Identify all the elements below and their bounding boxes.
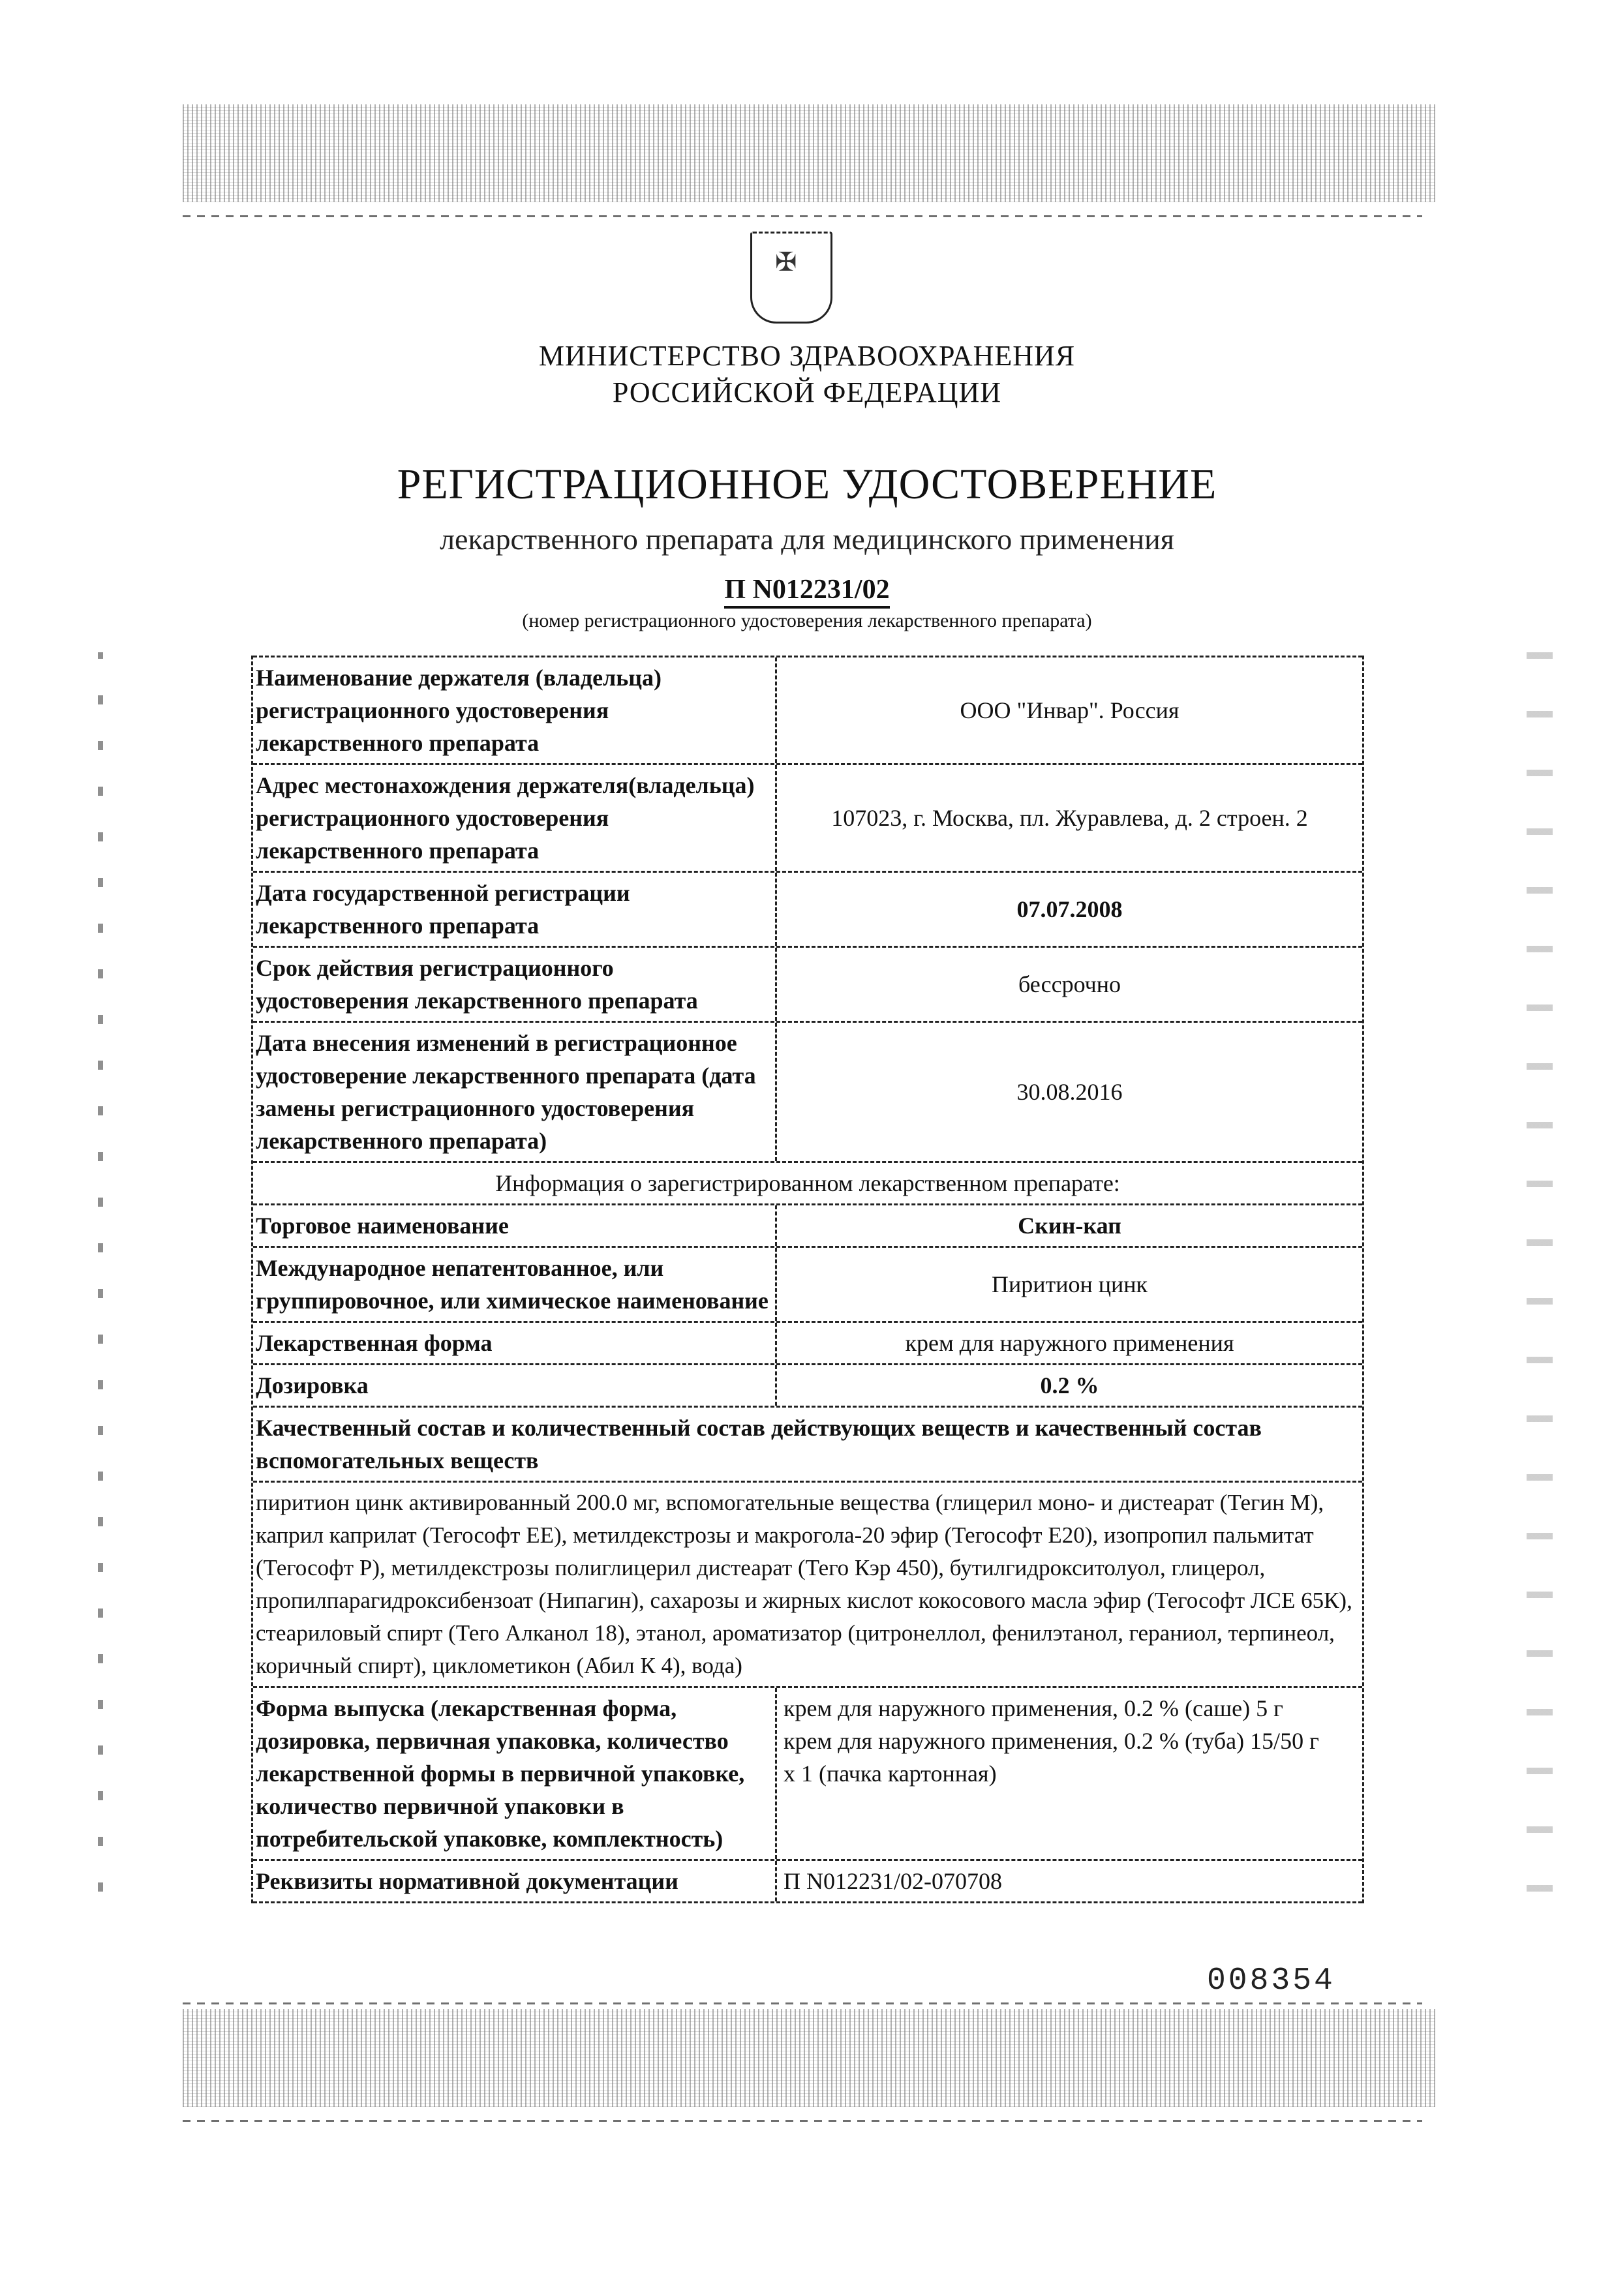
table-row [253,1021,1362,1161]
table-row [253,1203,1362,1246]
table-row [253,1246,1362,1321]
dosage-value: 0.2 % [775,1365,1362,1406]
table-row [253,1161,1362,1203]
table-row [253,763,1362,871]
document-subtitle: лекарственного препарата для медицинского применения [440,522,1174,556]
registration-date-value: 07.07.2008 [775,873,1362,946]
holder-address-value: 107023, г. Москва, пл. Журавлева, д. 2 строен. 2 [775,765,1362,871]
table-row [253,1321,1362,1363]
release-form-line: крем для наружного применения, 0.2 % (туба) 15/50 г [784,1728,1319,1754]
table-row [253,1406,1362,1481]
normative-docs-label: Реквизиты нормативной документации [256,1868,678,1894]
release-form-line: крем для наружного применения, 0.2 % (саше) 5 г [784,1695,1283,1721]
amendment-date-value: 30.08.2016 [775,1023,1362,1161]
registration-date-label: Дата государственной регистрации лекарственного препарата [256,880,630,939]
holder-name-value: ООО "Инвар". Россия [775,657,1362,763]
serial-number: 008354 [1207,1963,1335,1999]
dosage-form-value: крем для наружного применения [775,1323,1362,1363]
validity-value: бессрочно [775,948,1362,1021]
table-row [253,871,1362,946]
validity-label: Срок действия регистрационного удостоверения лекарственного препарата [256,955,698,1014]
dosage-form-label: Лекарственная форма [256,1330,493,1356]
table-row [253,946,1362,1021]
drug-info-section-header: Информация о зарегистрированном лекарственном препарате: [495,1170,1120,1196]
divider [183,2120,1422,2122]
table-row [253,1859,1362,1903]
registration-table [251,656,1364,1903]
ministry-name [0,338,1614,411]
security-print-band-top [183,104,1435,202]
release-form-label: Форма выпуска (лекарственная форма, дозировка, первичная упаковка, количество лекарственной формы в первичной упаковке, количество первичной упаковки в потребительской упаковке, комплектность) [256,1695,745,1852]
scan-edge-marks [98,652,103,1892]
divider [183,2002,1422,2004]
composition-header: Качественный состав и количественный состав действующих веществ и качественный состав вспомогательных веществ [256,1415,1262,1473]
registration-number-value: П N012231/02 [724,575,889,609]
inn-label: Международное непатентованное, или группировочное, или химическое наименование [256,1255,769,1314]
table-row [253,1363,1362,1406]
holder-address-label: Адрес местонахождения держателя(владельца) регистрационного удостоверения лекарственного препарата [256,772,755,864]
trade-name-value: Скин-кап [775,1205,1362,1246]
ministry-line-1: МИНИСТЕРСТВО ЗДРАВООХРАНЕНИЯ [538,340,1076,372]
release-form-line: x 1 (пачка картонная) [784,1760,997,1787]
scan-edge-marks [1527,652,1553,1892]
normative-docs-value: П N012231/02-070708 [775,1861,1362,1901]
holder-name-label: Наименование держателя (владельца) регистрационного удостоверения лекарственного препарата [256,665,662,756]
trade-name-label: Торговое наименование [256,1213,509,1239]
composition-text: пиритион цинк активированный 200.0 мг, вспомогательные вещества (глицерил моно- и дистеарат (Тегин М), каприл каприлат (Тегософт ЕЕ), метилдекстрозы и макрогола-20 эфир (Тегософт Е20), изопропил пальмитат (Тегософт Р), метилдекстрозы полиглицерил дистеарат (Тего Кэр 450), бутилгидрокситолуол, глицерол, пропилпарагидроксибензоат (Нипагин), сахарозы и жирных кислот кокосового масла эфир (Тегософт ЛСЕ 65К), стеариловый спирт (Тего Алканол 18), этанол, ароматизатор (цитронеллол, фенилэтанол, гераниол, терпинеол, коричный спирт), циклометикон (Абил К 4), вода) [256,1490,1352,1678]
registration-number-caption: (номер регистрационного удостоверения лекарственного препарата) [522,610,1092,631]
ministry-line-2: РОССИЙСКОЙ ФЕДЕРАЦИИ [612,376,1002,408]
table-row [253,656,1362,763]
table-row [253,1481,1362,1686]
security-print-band-bottom [183,2009,1435,2107]
table-row [253,1686,1362,1859]
release-form-value [775,1688,1362,1859]
document-title: РЕГИСТРАЦИОННОЕ УДОСТОВЕРЕНИЕ [397,461,1217,508]
registration-number [0,574,1614,605]
amendment-date-label: Дата внесения изменений в регистрационное удостоверение лекарственного препарата (дата замены регистрационного удостоверения лекарственного препарата) [256,1030,756,1154]
dosage-label: Дозировка [256,1372,369,1398]
coat-of-arms-icon: ✠ [750,232,832,324]
inn-value: Пиритион цинк [775,1248,1362,1321]
divider [183,215,1422,217]
